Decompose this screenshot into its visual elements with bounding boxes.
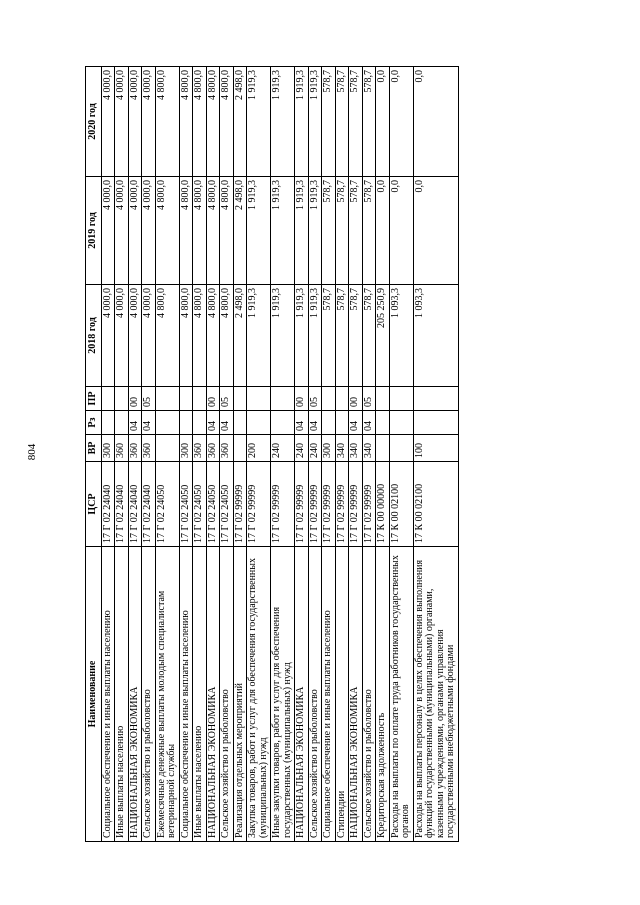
cell-name: Сельское хозяйство и рыболовство	[220, 547, 234, 842]
cell-y2019: 2 498,0	[233, 177, 247, 285]
cell-y2018: 1 093,3	[389, 285, 413, 387]
cell-y2018: 1 919,3	[271, 285, 295, 387]
cell-y2020: 578,7	[362, 67, 376, 177]
table-row	[376, 67, 390, 842]
cell-y2020: 4 000,0	[101, 67, 115, 177]
cell-y2018: 1 919,3	[308, 285, 322, 387]
cell-rz: 04	[128, 411, 142, 435]
table-row	[101, 67, 115, 842]
cell-pr	[101, 387, 115, 411]
cell-y2020: 578,7	[322, 67, 336, 177]
cell-vr: 360	[128, 435, 142, 462]
cell-name: Иные закупки товаров, работ и услуг для обеспечения государственных (муниципальных) нужд	[271, 547, 295, 842]
cell-csr: 17 Г 02 24040	[115, 462, 129, 547]
cell-vr: 200	[247, 435, 271, 462]
cell-pr	[193, 387, 207, 411]
cell-csr: 17 Г 02 99999	[247, 462, 271, 547]
cell-y2020: 4 800,0	[193, 67, 207, 177]
cell-name: НАЦИОНАЛЬНАЯ ЭКОНОМИКА	[206, 547, 220, 842]
cell-y2019: 4 800,0	[179, 177, 193, 285]
cell-y2020: 4 800,0	[206, 67, 220, 177]
cell-vr: 240	[295, 435, 309, 462]
cell-y2020: 578,7	[349, 67, 363, 177]
cell-y2018: 4 800,0	[193, 285, 207, 387]
cell-y2018: 4 000,0	[101, 285, 115, 387]
cell-y2019: 4 000,0	[142, 177, 156, 285]
cell-y2020: 4 800,0	[220, 67, 234, 177]
cell-name: Сельское хозяйство и рыболовство	[142, 547, 156, 842]
cell-rz	[271, 411, 295, 435]
table-row	[193, 67, 207, 842]
cell-y2019: 0,0	[413, 177, 458, 285]
cell-vr: 340	[349, 435, 363, 462]
cell-vr	[389, 435, 413, 462]
cell-y2020: 1 919,3	[295, 67, 309, 177]
cell-rz	[115, 411, 129, 435]
cell-y2020: 1 919,3	[271, 67, 295, 177]
cell-rz	[322, 411, 336, 435]
header-2019: 2019 год	[86, 177, 102, 285]
cell-y2018: 1 919,3	[247, 285, 271, 387]
cell-vr: 340	[362, 435, 376, 462]
cell-csr: 17 К 00 00000	[376, 462, 390, 547]
cell-y2018: 578,7	[322, 285, 336, 387]
cell-rz	[193, 411, 207, 435]
cell-csr: 17 Г 02 24040	[128, 462, 142, 547]
cell-y2018: 4 800,0	[220, 285, 234, 387]
cell-y2018: 4 800,0	[179, 285, 193, 387]
table-row	[335, 67, 349, 842]
cell-y2019: 1 919,3	[271, 177, 295, 285]
header-csr: ЦСР	[86, 462, 102, 547]
cell-name: НАЦИОНАЛЬНАЯ ЭКОНОМИКА	[128, 547, 142, 842]
cell-y2018: 578,7	[349, 285, 363, 387]
cell-y2019: 4 000,0	[115, 177, 129, 285]
cell-vr: 300	[322, 435, 336, 462]
cell-rz: 04	[362, 411, 376, 435]
cell-vr: 100	[413, 435, 458, 462]
table-row	[220, 67, 234, 842]
cell-rz	[389, 411, 413, 435]
cell-rz: 04	[349, 411, 363, 435]
table-row	[308, 67, 322, 842]
cell-pr	[413, 387, 458, 411]
cell-csr: 17 Г 02 99999	[335, 462, 349, 547]
table-row	[155, 67, 179, 842]
cell-vr: 340	[335, 435, 349, 462]
cell-csr: 17 Г 02 24050	[155, 462, 179, 547]
table-header-row	[86, 67, 102, 842]
cell-y2019: 4 800,0	[155, 177, 179, 285]
cell-name: Социальное обеспечение и иные выплаты населению	[101, 547, 115, 842]
cell-rz	[155, 411, 179, 435]
cell-name: Иные выплаты населению	[115, 547, 129, 842]
cell-y2019: 4 800,0	[193, 177, 207, 285]
cell-csr: 17 Г 02 99999	[295, 462, 309, 547]
cell-csr: 17 Г 02 24050	[179, 462, 193, 547]
cell-vr	[233, 435, 247, 462]
cell-rz: 04	[308, 411, 322, 435]
cell-name: Социальное обеспечение и иные выплаты населению	[322, 547, 336, 842]
cell-rz: 04	[295, 411, 309, 435]
cell-y2018: 1 919,3	[295, 285, 309, 387]
cell-csr: 17 Г 02 24050	[220, 462, 234, 547]
cell-rz	[376, 411, 390, 435]
cell-y2019: 0,0	[376, 177, 390, 285]
header-rz: Рз	[86, 411, 102, 435]
cell-y2018: 4 800,0	[206, 285, 220, 387]
header-name: Наименование	[86, 547, 102, 842]
cell-y2020: 4 800,0	[179, 67, 193, 177]
cell-name: Расходы на выплаты по оплате труда работников государственных органов	[389, 547, 413, 842]
cell-vr: 240	[308, 435, 322, 462]
cell-y2020: 1 919,3	[247, 67, 271, 177]
cell-y2018: 4 000,0	[128, 285, 142, 387]
table-row	[295, 67, 309, 842]
cell-y2020: 1 919,3	[308, 67, 322, 177]
page-number: 804	[26, 443, 38, 461]
cell-csr: 17 Г 02 99999	[308, 462, 322, 547]
cell-y2018: 1 093,3	[413, 285, 458, 387]
cell-y2020: 0,0	[413, 67, 458, 177]
cell-y2019: 578,7	[362, 177, 376, 285]
cell-name: Кредиторская задолженность	[376, 547, 390, 842]
cell-name: Реализация отдельных мероприятий	[233, 547, 247, 842]
cell-vr: 300	[179, 435, 193, 462]
rotated-page-content	[85, 67, 555, 842]
cell-y2020: 4 000,0	[128, 67, 142, 177]
cell-pr	[322, 387, 336, 411]
cell-pr	[155, 387, 179, 411]
table-body	[101, 67, 458, 842]
cell-pr	[247, 387, 271, 411]
cell-rz	[233, 411, 247, 435]
cell-csr: 17 Г 02 24050	[206, 462, 220, 547]
cell-pr: 05	[142, 387, 156, 411]
cell-y2019: 1 919,3	[308, 177, 322, 285]
table-row	[128, 67, 142, 842]
table-row	[322, 67, 336, 842]
cell-rz	[247, 411, 271, 435]
cell-y2018: 4 000,0	[142, 285, 156, 387]
header-pr: ПР	[86, 387, 102, 411]
cell-name: НАЦИОНАЛЬНАЯ ЭКОНОМИКА	[349, 547, 363, 842]
cell-csr: 17 К 00 02100	[389, 462, 413, 547]
cell-y2019: 4 000,0	[128, 177, 142, 285]
cell-name: Сельское хозяйство и рыболовство	[362, 547, 376, 842]
table-row	[115, 67, 129, 842]
cell-y2018: 578,7	[362, 285, 376, 387]
cell-name: НАЦИОНАЛЬНАЯ ЭКОНОМИКА	[295, 547, 309, 842]
cell-pr	[335, 387, 349, 411]
cell-vr	[155, 435, 179, 462]
table-row	[142, 67, 156, 842]
header-2018: 2018 год	[86, 285, 102, 387]
table-row	[389, 67, 413, 842]
cell-name: Сельское хозяйство и рыболовство	[308, 547, 322, 842]
cell-y2020: 2 498,0	[233, 67, 247, 177]
table-row	[362, 67, 376, 842]
table-row	[179, 67, 193, 842]
cell-y2019: 4 800,0	[206, 177, 220, 285]
cell-vr	[376, 435, 390, 462]
cell-pr	[233, 387, 247, 411]
cell-name: Ежемесячные денежные выплаты молодым специалистам ветеринарной службы	[155, 547, 179, 842]
cell-vr: 360	[193, 435, 207, 462]
table-row	[233, 67, 247, 842]
budget-table	[85, 66, 459, 842]
cell-y2020: 4 000,0	[115, 67, 129, 177]
cell-y2019: 4 000,0	[101, 177, 115, 285]
cell-y2019: 1 919,3	[247, 177, 271, 285]
cell-y2018: 578,7	[335, 285, 349, 387]
cell-vr: 360	[115, 435, 129, 462]
cell-y2019: 578,7	[335, 177, 349, 285]
cell-y2019: 578,7	[349, 177, 363, 285]
cell-pr	[271, 387, 295, 411]
cell-name: Социальное обеспечение и иные выплаты населению	[179, 547, 193, 842]
table-row	[349, 67, 363, 842]
cell-y2018: 4 800,0	[155, 285, 179, 387]
cell-rz	[413, 411, 458, 435]
cell-csr: 17 Г 02 99999	[271, 462, 295, 547]
cell-csr: 17 Г 02 99999	[233, 462, 247, 547]
cell-pr	[389, 387, 413, 411]
cell-pr	[179, 387, 193, 411]
cell-csr: 17 Г 02 99999	[362, 462, 376, 547]
cell-pr: 00	[206, 387, 220, 411]
cell-csr: 17 Г 02 24040	[101, 462, 115, 547]
cell-csr: 17 Г 02 24050	[193, 462, 207, 547]
cell-pr: 00	[349, 387, 363, 411]
cell-y2019: 1 919,3	[295, 177, 309, 285]
header-vr: ВР	[86, 435, 102, 462]
cell-pr: 00	[295, 387, 309, 411]
cell-pr	[115, 387, 129, 411]
cell-rz	[179, 411, 193, 435]
cell-rz	[335, 411, 349, 435]
cell-name: Расходы на выплаты персоналу в целях обеспечения выполнения функций государственными (муниципальными) органами, казенными учреждениями, органами управления государственными внебюджетными фондами	[413, 547, 458, 842]
table-row	[271, 67, 295, 842]
cell-y2018: 2 498,0	[233, 285, 247, 387]
cell-rz: 04	[220, 411, 234, 435]
cell-y2020: 4 000,0	[142, 67, 156, 177]
header-2020: 2020 год	[86, 67, 102, 177]
cell-y2018: 205 250,9	[376, 285, 390, 387]
cell-rz	[101, 411, 115, 435]
cell-vr: 360	[220, 435, 234, 462]
cell-csr: 17 Г 02 99999	[349, 462, 363, 547]
cell-vr: 360	[206, 435, 220, 462]
cell-y2020: 0,0	[389, 67, 413, 177]
table-row	[413, 67, 458, 842]
cell-csr: 17 Г 02 24040	[142, 462, 156, 547]
cell-csr: 17 Г 02 99999	[322, 462, 336, 547]
cell-y2019: 4 800,0	[220, 177, 234, 285]
cell-rz: 04	[206, 411, 220, 435]
table-row	[206, 67, 220, 842]
cell-pr: 05	[220, 387, 234, 411]
table-row	[247, 67, 271, 842]
cell-vr: 240	[271, 435, 295, 462]
cell-name: Иные выплаты населению	[193, 547, 207, 842]
cell-csr: 17 К 00 02100	[413, 462, 458, 547]
cell-y2019: 578,7	[322, 177, 336, 285]
cell-rz: 04	[142, 411, 156, 435]
cell-y2020: 0,0	[376, 67, 390, 177]
cell-y2019: 0,0	[389, 177, 413, 285]
cell-pr: 00	[128, 387, 142, 411]
cell-y2020: 578,7	[335, 67, 349, 177]
cell-y2018: 4 000,0	[115, 285, 129, 387]
cell-pr: 05	[308, 387, 322, 411]
cell-pr: 05	[362, 387, 376, 411]
cell-name: Закупка товаров, работ и услуг для обеспечения государственных (муниципальных) нужд	[247, 547, 271, 842]
cell-vr: 360	[142, 435, 156, 462]
cell-y2020: 4 800,0	[155, 67, 179, 177]
cell-name: Стипендии	[335, 547, 349, 842]
cell-vr: 300	[101, 435, 115, 462]
cell-pr	[376, 387, 390, 411]
